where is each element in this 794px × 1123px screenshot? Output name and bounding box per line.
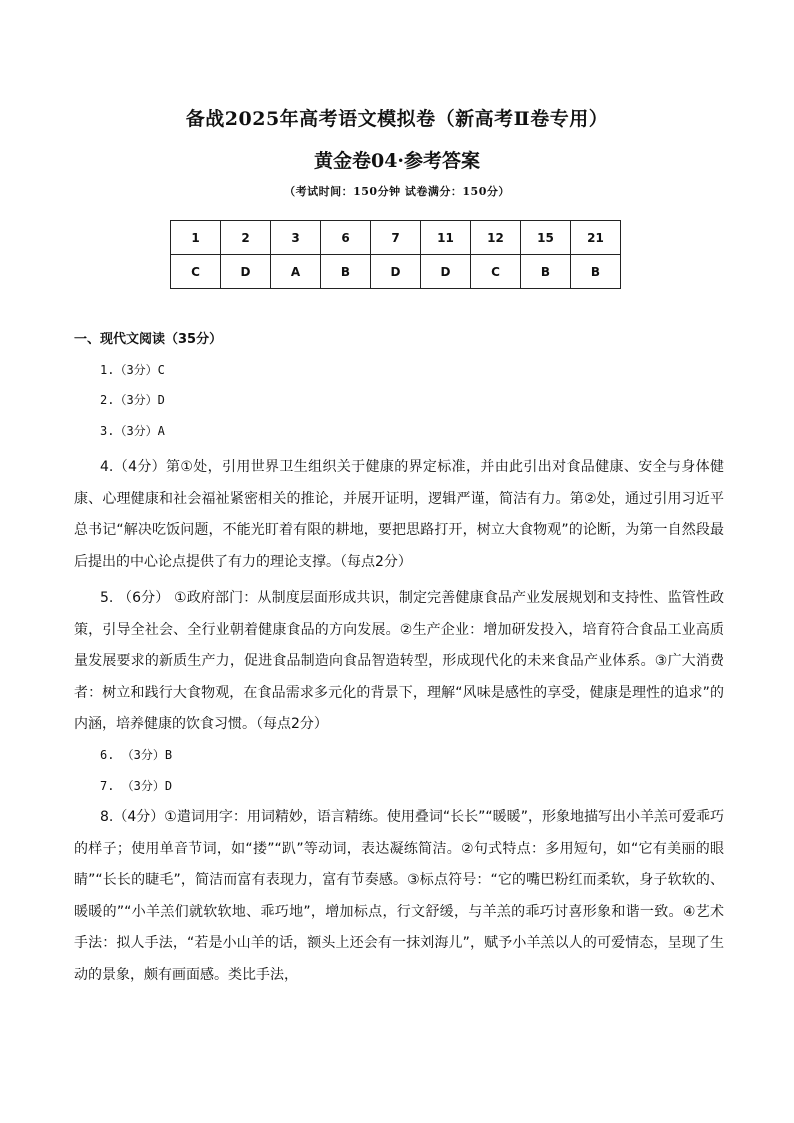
- question-number-cell: 6: [321, 221, 371, 255]
- answer-q1: 1.（3分）C: [100, 363, 165, 377]
- answer-q8: 8.（4分）①遣词用字：用词精妙，语言精练。使用叠词“长长”“暖暖”，形象地描写出小羊羔可爱乖巧的样子；使用单音节词，如“搂”“趴”等动词，表达凝练简洁。②句式特点：多用短句，如“它有美丽的眼睛”“长长的睫毛”，简洁而富有表现力，富有节奏感。③标点符号：“它的嘴巴粉红而柔软，身子软软的、暖暖的”“小羊羔们就软软地、乖巧地”，增加标点，行文舒缓，与羊羔的乖巧讨喜形象和谐一致。④艺术手法：拟人手法，“若是小山羊的话，额头上还会有一抹刘海儿”，赋予小羊羔以人的可爱情态，呈现了生动的景象，颇有画面感。类比手法，: [74, 809, 724, 983]
- question-number-cell: 12: [471, 221, 521, 255]
- question-number-cell: 15: [521, 221, 571, 255]
- answer-q4: 4.（4分）第①处，引用世界卫生组织关于健康的界定标准，并由此引出对食品健康、安全与身体健康、心理健康和社会福祉紧密相关的推论，并展开证明，逻辑严谨，简洁有力。第②处，通过引用习近平总书记“解决吃饭问题，不能光盯着有限的耕地，要把思路打开，树立大食物观”的论断，为第一自然段最后提出的中心论点提供了有力的理论支撑。（每点2分）: [74, 459, 724, 570]
- question-number-cell: 2: [221, 221, 271, 255]
- answer-q6: 6. （3分）B: [100, 748, 173, 762]
- exam-info: （考试时间：150分钟 试卷满分：150分）: [284, 185, 510, 198]
- page-subtitle: 黄金卷04·参考答案: [313, 150, 481, 172]
- answer-cell: B: [521, 255, 571, 289]
- answer-cell: A: [271, 255, 321, 289]
- answer-row: [171, 255, 621, 289]
- answer-cell: D: [221, 255, 271, 289]
- question-number-cell: 11: [421, 221, 471, 255]
- question-number-cell: 1: [171, 221, 221, 255]
- answer-cell: B: [321, 255, 371, 289]
- answer-cell: C: [171, 255, 221, 289]
- question-number-cell: 7: [371, 221, 421, 255]
- question-number-row: [171, 221, 621, 255]
- answer-cell: C: [471, 255, 521, 289]
- answer-q2: 2.（3分）D: [100, 393, 165, 407]
- answer-q7: 7. （3分）D: [100, 779, 173, 793]
- answer-cell: D: [371, 255, 421, 289]
- answer-cell: B: [571, 255, 621, 289]
- answer-q3: 3.（3分）A: [100, 424, 165, 438]
- page-title: 备战2025年高考语文模拟卷（新高考Ⅱ卷专用）: [185, 108, 609, 130]
- answer-q5: 5. （6分） ①政府部门：从制度层面形成共识，制定完善健康食品产业发展规划和支持性、监管性政策，引导全社会、全行业朝着健康食品的方向发展。②生产企业：增加研发投入，培育符合食品工业高质量发展要求的新质生产力，促进食品制造向食品智造转型，形成现代化的未来食品产业体系。③广大消费者：树立和践行大食物观，在食品需求多元化的背景下，理解“风味是感性的享受，健康是理性的追求”的内涵，培养健康的饮食习惯。（每点2分）: [74, 590, 724, 732]
- answer-table: [170, 220, 621, 289]
- question-number-cell: 21: [571, 221, 621, 255]
- answer-cell: D: [421, 255, 471, 289]
- question-number-cell: 3: [271, 221, 321, 255]
- section-heading: 一、现代文阅读（35分）: [74, 332, 223, 347]
